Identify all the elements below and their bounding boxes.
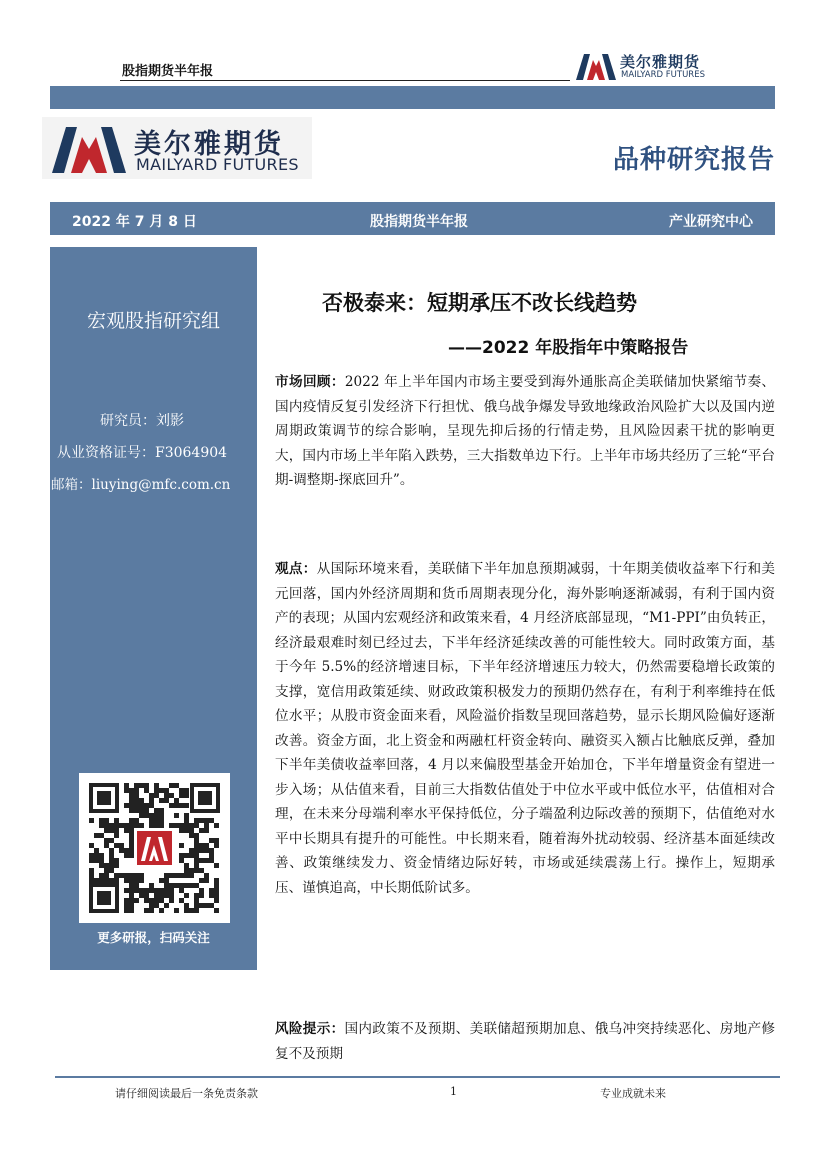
section-label: 风险提示： [275,1021,345,1037]
article-title: 否极泰来：短期承压不改长线趋势 [322,291,637,315]
footer-slogan: 专业成就未来 [600,1087,666,1100]
section-label: 市场回顾： [275,374,345,390]
running-header-title: 股指期货半年报 [122,64,214,79]
info-bar [50,202,775,235]
banner-logo-en: MAILYARD FUTURES [136,155,299,174]
report-type-title: 品种研究报告 [612,145,775,175]
article-subtitle: ——2022 年股指年中策略报告 [448,338,689,358]
banner-logo-cn: 美尔雅期货 [134,129,284,160]
banner-logo [42,117,312,179]
section-market-review [275,370,775,493]
qr-code-icon [79,773,230,923]
mailyard-logo-icon [52,125,126,173]
report-department: 产业研究中心 [669,214,753,230]
section-risk [275,1017,775,1066]
section-text: 从国际环境来看，美联储下半年加息预期减弱，十年期美债收益率下行和美元回落，国内外经济周期和货币周期表现分化，海外影响逐渐减弱，有利于国内资产的表现；从国内宏观经济和政策来看，4 月经济底部显现，“M1-PPI”由负转正，经济最艰难时刻已经过去，下半年经济延续改善的可能性较大。同时政策方面，基于今年 5.5%的经济增速目标，下半年经济增速压力较大，仍然需要稳增长政策的支撑，宽信用政策延续、财政政策积极发力的预期仍然存在，有利于利率维持在低位水平；从股市资金面来看，风险溢价指数呈现回落趋势，显示长期风险偏好逐渐改善。资金方面，北上资金和两融杠杆资金转向、融资买入额占比触底反弹，叠加下半年美债收益率回落，4 月以来偏股型基金开始加仓，下半年增量资金有望进一步入场；从估值来看，目前三大指数估值处于中位水平或中低位水平，估值相对合理，在未来分母端利率水平保持低位，分子端盈利边际改善的预期下，估值绝对水平中长期具有提升的可能性。中长期来看，随着海外扰动较弱、经济基本面延续改善、政策继续发力、资金情绪边际好转，市场或延续震荡上行。操作上，短期承压、谨慎追高，中长期低阶试多。 [275,561,776,896]
mailyard-logo-icon [576,52,616,80]
footer-rule [55,1076,780,1078]
page-number: 1 [450,1085,457,1098]
header-logo-cn: 美尔雅期货 [620,53,701,71]
email-address: 邮箱：liuying@mfc.com.cn [51,477,231,493]
report-date: 2022 年 7 月 8 日 [72,214,197,230]
header-logo [576,50,718,82]
section-text: 国内政策不及预期、美联储超预期加息、俄乌冲突持续恶化、房地产修复不及预期 [275,1021,776,1062]
researcher-name: 研究员：刘影 [100,413,184,429]
header-logo-en: MAILYARD FUTURES [621,70,705,80]
footer-disclaimer: 请仔细阅读最后一条免责条款 [115,1087,258,1100]
section-label: 观点： [275,561,317,577]
header-rule [120,80,570,81]
report-category: 股指期货半年报 [370,214,468,230]
qr-code [79,773,230,923]
qr-caption: 更多研报，扫码关注 [97,930,210,945]
license-number: 从业资格证号：F3064904 [57,445,228,461]
section-viewpoint [275,557,775,900]
section-text: 2022 年上半年国内市场主要受到海外通胀高企美联储加快紧缩节奏、国内疫情反复引发经济下行担忧、俄乌战争爆发导致地缘政治风险扩大以及国内逆周期政策调节的综合影响，呈现先抑后扬的行情走势，且风险因素干扰的影响更大，国内市场上半年陷入跌势，三大指数单边下行。上半年市场共经历了三轮“平台期-调整期-探底回升”。 [275,374,776,488]
top-color-band [50,86,775,109]
research-group: 宏观股指研究组 [86,310,220,332]
